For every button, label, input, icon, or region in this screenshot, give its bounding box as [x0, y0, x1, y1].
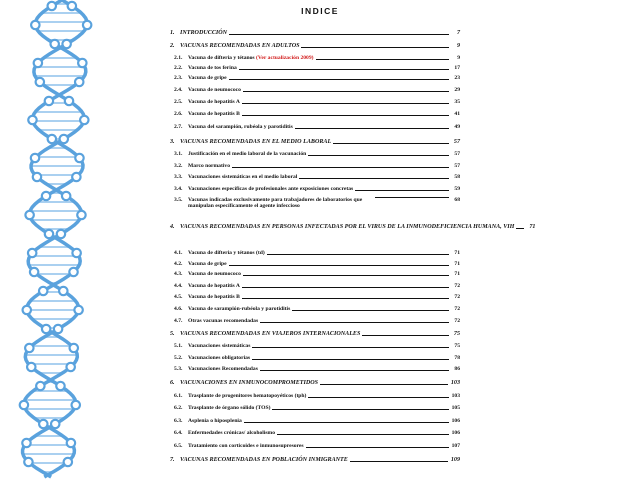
helix-node — [75, 154, 83, 162]
toc-entry-title — [187, 124, 293, 130]
toc-entry-title — [187, 393, 306, 399]
helix-node — [66, 363, 74, 371]
toc-entry-title-text: Trasplante de progenitores hematopoyéticos (tph) — [188, 393, 307, 399]
helix-node — [36, 78, 44, 86]
toc-section-row — [170, 224, 536, 230]
helix-node — [80, 116, 88, 124]
toc-entry-title-text: VACUNACIONES EN INMUNOCOMPROMETIDOS — [180, 380, 319, 386]
helix-node — [25, 211, 33, 219]
leader-line — [242, 287, 449, 288]
toc-entry-title-text: VACUNAS RECOMENDADAS EN POBLACIÓN INMIGRANTE — [180, 457, 348, 463]
toc-entry-number: 5.2. — [174, 355, 183, 361]
toc-entry-number: 7. — [170, 457, 175, 463]
toc-page-number: 9 — [456, 43, 460, 49]
toc-section-row — [170, 30, 460, 36]
helix-node — [45, 97, 53, 105]
toc-entry-row — [170, 197, 460, 210]
toc-entry-row — [170, 174, 460, 180]
helix-node — [69, 268, 77, 276]
toc-section-row — [170, 139, 460, 145]
toc-entry-title-text: INTRODUCCIÓN — [180, 30, 228, 36]
toc-entry-number: 2.7. — [174, 124, 183, 130]
helix-node — [31, 21, 39, 29]
helix-node — [64, 458, 72, 466]
helix-node — [65, 97, 73, 105]
toc-entry-title — [187, 186, 353, 192]
toc-section-row — [170, 43, 460, 49]
toc-entry-number: 4.4. — [174, 283, 183, 289]
toc-page-number: 107 — [451, 443, 460, 449]
leader-line — [292, 310, 449, 311]
toc-entry-title — [187, 151, 306, 157]
toc-entry-title-text: Vacuna de neumococo — [188, 87, 241, 93]
leader-line — [243, 91, 449, 92]
toc-page-number: 57 — [454, 151, 460, 157]
toc-entry-title-text: Vacunaciones Recomendadas — [188, 366, 258, 372]
toc-entry-number: 3.3. — [174, 174, 183, 180]
toc-page-number: 29 — [454, 87, 460, 93]
toc-page-number: 59 — [454, 186, 460, 192]
toc-entry-row — [170, 65, 460, 71]
helix-node — [51, 40, 59, 48]
leader-line — [308, 155, 449, 156]
toc-entry-title-text: Vacuna de neumococo — [188, 271, 241, 277]
leader-line — [229, 265, 449, 266]
helix-node — [67, 439, 75, 447]
toc-page-number: 75 — [453, 331, 460, 337]
toc-entry-title-text: Vacunaciones específicas de profesionales ante exposiciones concretas — [188, 186, 354, 192]
toc-page-number: 106 — [451, 418, 460, 424]
toc-entry-title — [187, 163, 230, 169]
document-page — [170, 0, 536, 479]
toc-entry-row — [170, 261, 460, 267]
leader-line — [260, 322, 449, 323]
toc-entry-number: 2.4. — [174, 87, 183, 93]
toc-entry-title — [187, 366, 258, 372]
leader-line — [229, 79, 449, 80]
toc-entry-title — [187, 283, 240, 289]
toc-entry-title-text: Trasplante de órgano sólido (TOS) — [188, 405, 271, 411]
toc-entry-row — [170, 186, 460, 192]
toc-entry-title — [180, 380, 318, 386]
toc-entry-row — [170, 111, 460, 117]
toc-entry-row — [170, 418, 460, 424]
toc-entry-row — [170, 306, 460, 312]
toc-entry-title — [187, 343, 250, 349]
toc-entry-title-text: Marco normativo — [188, 163, 230, 169]
leader-line — [267, 254, 449, 255]
helix-node — [56, 382, 64, 390]
toc-entry-number: 6.5. — [174, 443, 183, 449]
helix-node — [20, 401, 28, 409]
toc-entry-row — [170, 55, 460, 61]
toc-entry-number: 3.2. — [174, 163, 183, 169]
toc-entry-title-text: Vacunaciones obligatorias — [188, 355, 251, 361]
helix-node — [57, 230, 65, 238]
toc-page-number: 72 — [454, 283, 460, 289]
toc-page-number: 7 — [456, 30, 460, 36]
toc-entry-title — [187, 111, 240, 117]
toc-page-number: 105 — [451, 405, 460, 411]
toc-entry-number: 6.3. — [174, 418, 183, 424]
toc-entry-number: 4.3. — [174, 271, 183, 277]
toc-page-number: 71 — [454, 261, 460, 267]
toc-entry-title — [187, 75, 227, 81]
helix-node — [60, 135, 68, 143]
toc-entry-row — [170, 405, 460, 411]
toc-entry-title-text: Tratamiento con corticoides e inmunosupresores — [188, 443, 304, 449]
helix-node — [45, 230, 53, 238]
toc-entry-title — [187, 418, 242, 424]
leader-line — [239, 69, 449, 70]
toc-entry-number: 4.7. — [174, 318, 183, 324]
helix-node — [23, 306, 31, 314]
toc-entry-row — [170, 294, 460, 300]
toc-entry-number: 5. — [170, 331, 175, 337]
leader-line — [375, 197, 449, 198]
leader-line — [232, 167, 449, 168]
toc-entry-number: 3.1. — [174, 151, 183, 157]
toc-page-number: 72 — [454, 294, 460, 300]
toc-entry-title — [187, 294, 240, 300]
toc-page-number: 57 — [453, 139, 460, 145]
toc-entry-title — [180, 43, 299, 49]
toc-entry-title-text: VACUNAS RECOMENDADAS EN EL MEDIO LABORAL — [180, 139, 332, 145]
toc-entry-row — [170, 124, 460, 130]
toc-page-number: 71 — [454, 250, 460, 256]
toc-entry-number: 2.1. — [174, 55, 183, 61]
toc-entry-title — [180, 139, 331, 145]
toc-page-number: 58 — [454, 174, 460, 180]
toc-entry-title-text: Vacunaciones sistemáticas — [188, 343, 251, 349]
leader-line — [277, 434, 449, 435]
toc-entry-row — [170, 355, 460, 361]
leader-line — [252, 359, 449, 360]
toc-entry-title-text: VACUNAS RECOMENDADAS EN VIAJEROS INTERNACIONALES — [180, 331, 361, 337]
toc-entry-title-text: Enfermedades crónicas/ alcoholismo — [188, 430, 276, 436]
toc-page-number: 49 — [454, 124, 460, 130]
toc-entry-number: 2. — [170, 43, 175, 49]
toc-entry-row — [170, 366, 460, 372]
leader-line — [516, 228, 524, 229]
toc-entry-title — [187, 443, 304, 449]
helix-node — [30, 268, 38, 276]
toc-page-number: 103 — [450, 380, 460, 386]
toc-page-number: 78 — [454, 355, 460, 361]
toc-entry-number: 6.4. — [174, 430, 183, 436]
helix-node — [48, 2, 56, 10]
toc-page-number: 17 — [454, 65, 460, 71]
toc-entry-title-text: Vacuna del sarampión, rubéola y parotiditis — [188, 124, 293, 130]
leader-line — [308, 397, 448, 398]
helix-node — [75, 78, 83, 86]
helix-node — [51, 420, 59, 428]
toc-entry-title-text: Vacunas indicadas exclusivamente para trabajadores de laboratorios que manipulan específicamente el agente infeccioso — [188, 197, 363, 210]
leader-line — [350, 461, 448, 462]
helix-node — [83, 21, 91, 29]
leader-line — [244, 422, 449, 423]
toc-entry-number: 4. — [170, 224, 175, 230]
toc-entry-title — [187, 430, 275, 436]
helix-node — [24, 458, 32, 466]
helix-node — [34, 59, 42, 67]
toc-entry-number: 3. — [170, 139, 175, 145]
helix-node — [72, 249, 80, 257]
toc-entry-title — [180, 331, 360, 337]
toc-page-number: 68 — [454, 197, 460, 203]
helix-node — [54, 325, 62, 333]
toc-page-number: 109 — [450, 457, 460, 463]
toc-entry-title-text: Asplenia o hiposplenia — [188, 418, 242, 424]
toc-entry-title-text: Otras vacunas recomendadas — [188, 318, 259, 324]
toc-entry-title — [187, 197, 373, 210]
toc-entry-title — [180, 224, 514, 230]
toc-entry-number: 6.1. — [174, 393, 183, 399]
toc-entry-row — [170, 271, 460, 277]
toc-entry-number: 2.2. — [174, 65, 183, 71]
toc-entry-number: 2.6. — [174, 111, 183, 117]
toc-page-number: 71 — [454, 271, 460, 277]
toc-entry-title-text: Justificación en el medio laboral de la vacunación — [188, 151, 307, 157]
toc-entry-row — [170, 393, 460, 399]
toc-entry-title — [187, 250, 265, 256]
toc-entry-title — [187, 65, 237, 71]
page-title: INDICE — [301, 6, 339, 16]
toc-entry-title — [180, 457, 348, 463]
toc-entry-row — [170, 99, 460, 105]
toc-entry-row — [170, 163, 460, 169]
toc-page-number: 57 — [454, 163, 460, 169]
helix-node — [42, 192, 50, 200]
toc-entry-title — [180, 30, 227, 36]
leader-line — [362, 335, 449, 336]
toc-entry-row — [170, 151, 460, 157]
helix-node — [39, 287, 47, 295]
toc-entry-number: 3.4. — [174, 186, 183, 192]
helix-node — [74, 306, 82, 314]
helix-node — [28, 116, 36, 124]
helix-node — [22, 439, 30, 447]
leader-line — [301, 47, 449, 48]
helix-node — [39, 420, 47, 428]
toc-page-number: 75 — [454, 343, 460, 349]
toc-entry-number: 5.1. — [174, 343, 183, 349]
toc-entry-title-text: Vacuna de difteria y tétanos (td) — [188, 250, 265, 256]
helix-node — [33, 173, 41, 181]
toc-entry-title — [187, 318, 258, 324]
leader-line — [320, 384, 448, 385]
update-note: (Ver actualización 2009) — [256, 55, 314, 61]
toc-page-number: 23 — [454, 75, 460, 81]
toc-entry-title — [187, 174, 297, 180]
toc-entry-row — [170, 318, 460, 324]
helix-node — [62, 40, 70, 48]
helix-node — [28, 249, 36, 257]
toc-entry-title-text: Vacuna de hepatitis A — [188, 283, 240, 289]
toc-entry-row — [170, 443, 460, 449]
toc-entry-number: 6. — [170, 380, 175, 386]
helix-node — [59, 287, 67, 295]
toc-entry-title — [187, 306, 290, 312]
toc-entry-number: 4.6. — [174, 306, 183, 312]
toc-entry-title-text: Vacuna de difteria y tétanos — [188, 55, 255, 61]
toc-page-number: 86 — [454, 366, 460, 372]
toc-page-number: 35 — [454, 99, 460, 105]
helix-node — [62, 192, 70, 200]
leader-line — [242, 115, 449, 116]
leader-line — [260, 370, 449, 371]
toc-entry-title-text: Vacuna de hepatitis B — [188, 294, 240, 300]
helix-node — [31, 154, 39, 162]
toc-section-row — [170, 331, 460, 337]
toc-entry-row — [170, 283, 460, 289]
toc-page-number: 72 — [454, 306, 460, 312]
dna-helix-icon — [0, 0, 130, 479]
toc-entry-title-text: Vacuna de tos ferina — [188, 65, 237, 71]
leader-line — [306, 447, 449, 448]
toc-entry-title-text: Vacunaciones sistemáticas en el medio laboral — [188, 174, 298, 180]
helix-node — [42, 325, 50, 333]
toc-entry-number: 4.1. — [174, 250, 183, 256]
toc-entry-title — [187, 355, 250, 361]
toc-entry-title — [187, 55, 314, 61]
leader-line — [243, 275, 449, 276]
toc-entry-number: 2.3. — [174, 75, 183, 81]
leader-line — [272, 409, 448, 410]
toc-entry-title — [187, 271, 241, 277]
toc-entry-title — [187, 405, 270, 411]
helix-node — [48, 135, 56, 143]
toc-entry-title-text: Vacuna de hepatitis A — [188, 99, 240, 105]
toc-entry-number: 1. — [170, 30, 175, 36]
leader-line — [299, 178, 449, 179]
toc-entry-title — [187, 99, 240, 105]
toc-entry-title-text: Vacuna de hepatitis B — [188, 111, 240, 117]
toc-entry-title-text: Vacuna de sarampión-rubéola y parotiditis — [188, 306, 291, 312]
leader-line — [242, 298, 449, 299]
toc-entry-title-text: Vacuna de gripe — [188, 261, 227, 267]
toc-entry-number: 2.5. — [174, 99, 183, 105]
helix-node — [27, 363, 35, 371]
toc-entry-row — [170, 87, 460, 93]
helix-node — [77, 211, 85, 219]
toc-entry-title — [187, 261, 227, 267]
toc-page-number: 72 — [454, 318, 460, 324]
toc-entry-title-text: Vacuna de gripe — [188, 75, 227, 81]
toc-page-number: 71 — [529, 224, 536, 230]
leader-line — [229, 34, 449, 35]
leader-line — [333, 143, 449, 144]
helix-node — [36, 382, 44, 390]
leader-line — [295, 128, 449, 129]
helix-node — [70, 344, 78, 352]
toc-entry-row — [170, 430, 460, 436]
toc-entry-title-text: VACUNAS RECOMENDADAS EN ADULTOS — [180, 43, 300, 49]
toc-entry-number: 5.3. — [174, 366, 183, 372]
toc-entry-number: 6.2. — [174, 405, 183, 411]
helix-node — [72, 173, 80, 181]
leader-line — [252, 347, 449, 348]
leader-line — [355, 190, 449, 191]
toc-entry-number: 4.5. — [174, 294, 183, 300]
leader-line — [316, 59, 450, 60]
toc-page-number: 9 — [457, 55, 460, 61]
toc-section-row — [170, 380, 460, 386]
toc-page-number: 103 — [451, 393, 460, 399]
toc-entry-row — [170, 343, 460, 349]
toc-section-row — [170, 457, 460, 463]
leader-line — [242, 103, 449, 104]
helix-node — [78, 59, 86, 67]
toc-page-number: 41 — [454, 111, 460, 117]
toc-entry-title-text: VACUNAS RECOMENDADAS EN PERSONAS INFECTADAS POR EL VIRUS DE LA INMUNODEFICIENCIA HUMANA, VIH — [180, 224, 515, 230]
toc-entry-row — [170, 250, 460, 256]
toc-page-number: 106 — [451, 430, 460, 436]
helix-node — [25, 344, 33, 352]
toc-entry-number: 4.2. — [174, 261, 183, 267]
toc-entry-title — [187, 87, 241, 93]
toc-entry-number: 3.5. — [174, 197, 183, 203]
toc-entry-row — [170, 75, 460, 81]
helix-node — [68, 2, 76, 10]
helix-node — [72, 401, 80, 409]
